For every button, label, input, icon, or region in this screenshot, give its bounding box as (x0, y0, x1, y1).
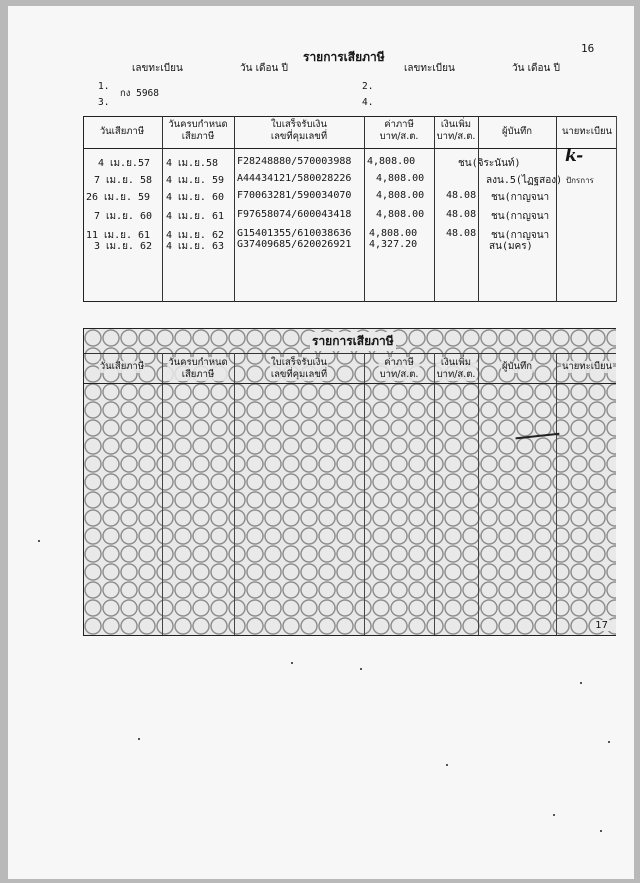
pattern-col-header-paid-date: วันเสียภาษี (99, 361, 145, 372)
record-title: รายการเสียภาษี (303, 50, 385, 64)
col-divider (234, 116, 235, 302)
reg-row-1-value: กง 5968 (120, 88, 159, 99)
row-4-receipt: F97658074/600043418 (237, 209, 352, 220)
col-header-registrar: นายทะเบียน (561, 126, 613, 137)
row-4-recorder: ชน(กาญจนา (491, 211, 550, 222)
col-header-recorder: ผู้บันทึก (501, 126, 533, 137)
col-divider (364, 116, 365, 302)
scan-speck (446, 764, 448, 766)
row-6-tax: 4,327.20 (369, 239, 418, 250)
row-6-paid: 3 เม.ย. 62 (94, 241, 153, 252)
col-divider (162, 116, 163, 302)
row-3-surcharge: 48.08 (446, 190, 477, 201)
scan-speck (138, 738, 140, 740)
row-2-paid: 7 เม.ย. 58 (94, 175, 153, 186)
col-header-due-date: วันครบกำหนด เสียภาษี (168, 119, 228, 142)
row-5-surcharge: 48.08 (446, 228, 477, 239)
pattern-col-header-registrar: นายทะเบียน (561, 361, 613, 372)
row-3-due: 4 เม.ย. 60 (166, 192, 225, 203)
row-2-due: 4 เม.ย. 59 (166, 175, 225, 186)
table-header-rule (84, 148, 616, 149)
reg-row-1-num: 1. (98, 81, 110, 92)
col-divider (234, 353, 235, 635)
table-bottom-rule (84, 301, 616, 302)
reg-row-3-num: 3. (98, 97, 110, 108)
scan-speck (600, 830, 602, 832)
row-3-recorder: ชน(กาญจนา (491, 192, 550, 203)
col-divider (556, 353, 557, 635)
row-2-recorder: ลงน.5(ไฏฐสอง) (486, 175, 563, 186)
row-5-receipt: G15401355/610038636 (237, 228, 352, 239)
row-5-tax: 4,808.00 (369, 228, 418, 239)
col-divider (478, 353, 479, 635)
reg-row-4-num: 4. (362, 97, 374, 108)
page-number: 16 (581, 42, 595, 55)
row-4-due: 4 เม.ย. 61 (166, 211, 225, 222)
row-1-paid: 4 เม.ย.57 (98, 158, 150, 169)
scan-speck (553, 814, 555, 816)
col-header-surcharge: เงินเพิ่ม บาท/ส.ต. (436, 119, 476, 142)
row-6-receipt: G37409685/620026921 (237, 239, 352, 250)
reg-label-1: เลขทะเบียน (132, 63, 183, 74)
col-header-receipt: ใบเสร็จรับเงิน เลขที่คุมเลขที่ (270, 119, 328, 142)
col-divider (434, 116, 435, 302)
row-2-receipt: A44434121/580028226 (237, 173, 352, 184)
row-1-recorder: ชน(จิระนันท์) (458, 158, 521, 169)
row-4-tax: 4,808.00 (376, 209, 425, 220)
row-1-due: 4 เม.ย.58 (166, 158, 218, 169)
pattern-col-header-receipt: ใบเสร็จรับเงิน เลขที่คุมเลขที่ (270, 357, 328, 380)
table-top-rule (84, 116, 616, 117)
registrar-note: ปักรการ (566, 176, 594, 185)
row-3-tax: 4,808.00 (376, 190, 425, 201)
date-label-2: วัน เดือน ปี (512, 63, 560, 74)
date-label-1: วัน เดือน ปี (240, 63, 288, 74)
row-3-paid: 26 เม.ย. 59 (86, 192, 151, 203)
row-3-receipt: F70063281/590034070 (237, 190, 352, 201)
scan-speck (38, 540, 40, 542)
scan-speck (360, 668, 362, 670)
row-5-recorder: ชน(กาญจนา (491, 230, 550, 241)
pattern-header-rule (84, 383, 616, 384)
row-4-paid: 7 เม.ย. 60 (94, 211, 153, 222)
pattern-col-header-surcharge: เงินเพิ่ม บาท/ส.ต. (436, 357, 476, 380)
blank-tax-record-section (83, 328, 616, 636)
scan-speck (291, 662, 293, 664)
pattern-title: รายการเสียภาษี (310, 332, 396, 351)
row-2-tax: 4,808.00 (376, 173, 425, 184)
row-6-recorder: สน(มคร) (489, 241, 533, 252)
row-5-paid: 11 เม.ย. 61 (86, 230, 151, 241)
pattern-page-number: 17 (595, 620, 608, 631)
row-6-due: 4 เม.ย. 63 (166, 241, 225, 252)
col-divider (556, 116, 557, 302)
scan-speck (580, 682, 582, 684)
ink-mark (515, 433, 560, 450)
tax-record-table (83, 116, 617, 302)
reg-label-2: เลขทะเบียน (404, 63, 455, 74)
col-divider (478, 116, 479, 302)
reg-row-2-num: 2. (362, 81, 374, 92)
row-1-receipt: F28248880/570003988 (237, 156, 352, 167)
pattern-col-header-recorder: ผู้บันทึก (501, 361, 533, 372)
col-header-tax: ค่าภาษี บาท/ส.ต. (379, 119, 419, 142)
registrar-signature: k- (565, 146, 584, 166)
document-page (8, 6, 634, 879)
pattern-col-header-tax: ค่าภาษี บาท/ส.ต. (379, 357, 419, 380)
row-4-surcharge: 48.08 (446, 209, 477, 220)
scan-speck (608, 741, 610, 743)
col-divider (434, 353, 435, 635)
row-1-tax: 4,808.00 (367, 156, 416, 167)
col-header-paid-date: วันเสียภาษี (99, 126, 145, 137)
col-divider (162, 353, 163, 635)
row-5-due: 4 เม.ย. 62 (166, 230, 225, 241)
pattern-col-header-due-date: วันครบกำหนด เสียภาษี (168, 357, 228, 380)
col-divider (364, 353, 365, 635)
